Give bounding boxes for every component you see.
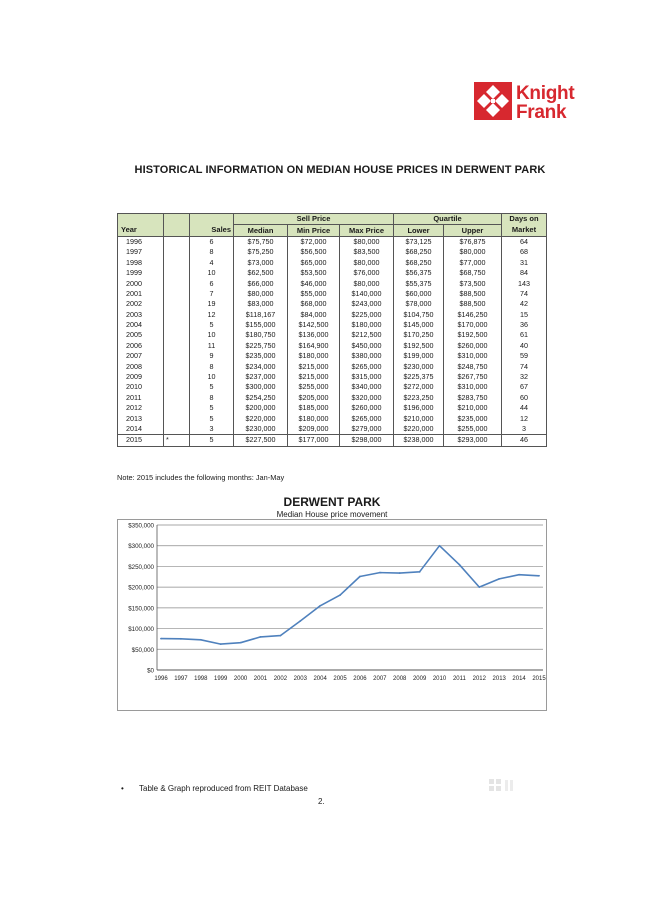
cell-year: 2000 xyxy=(118,278,164,288)
logo-text-frank: Frank xyxy=(516,102,567,123)
data-point xyxy=(220,643,222,645)
cell-min-price: $209,000 xyxy=(288,424,340,435)
cell-median: $237,000 xyxy=(234,372,288,382)
cell-year: 2015 xyxy=(118,435,164,446)
cell-lower: $68,250 xyxy=(394,247,444,257)
cell-sales: 10 xyxy=(190,268,234,278)
table-row xyxy=(118,330,547,340)
cell-max-price: $80,000 xyxy=(340,236,394,247)
cell-lower: $230,000 xyxy=(394,361,444,371)
cell-lower: $68,250 xyxy=(394,258,444,268)
cell-min-price: $164,900 xyxy=(288,341,340,351)
cell-min-price: $205,000 xyxy=(288,393,340,403)
group-header-days-on: Days on xyxy=(502,214,547,225)
cell-max-price: $212,500 xyxy=(340,330,394,340)
cell-mark xyxy=(164,382,190,392)
cell-year: 2008 xyxy=(118,361,164,371)
cell-upper: $255,000 xyxy=(444,424,502,435)
cell-year: 2014 xyxy=(118,424,164,435)
x-tick-label: 2001 xyxy=(253,676,268,682)
table-row xyxy=(118,424,547,435)
x-tick-label: 2013 xyxy=(492,676,506,682)
data-point xyxy=(518,574,520,576)
cell-upper: $260,000 xyxy=(444,341,502,351)
cell-sales: 9 xyxy=(190,351,234,361)
cell-max-price: $180,000 xyxy=(340,320,394,330)
cell-lower: $225,375 xyxy=(394,372,444,382)
column-header-sales: Sales xyxy=(190,225,234,236)
table-row xyxy=(118,258,547,268)
cell-upper: $310,000 xyxy=(444,382,502,392)
cell-year: 1999 xyxy=(118,268,164,278)
data-point xyxy=(339,594,341,596)
data-point xyxy=(459,564,461,566)
cell-median: $254,250 xyxy=(234,393,288,403)
cell-median: $66,000 xyxy=(234,278,288,288)
cell-mark xyxy=(164,393,190,403)
cell-days-on-market: 67 xyxy=(502,382,547,392)
cell-mark xyxy=(164,372,190,382)
cell-upper: $235,000 xyxy=(444,413,502,423)
cell-min-price: $180,000 xyxy=(288,351,340,361)
cell-min-price: $180,000 xyxy=(288,413,340,423)
cell-min-price: $136,000 xyxy=(288,330,340,340)
cell-days-on-market: 44 xyxy=(502,403,547,413)
cell-max-price: $380,000 xyxy=(340,351,394,361)
x-tick-label: 2015 xyxy=(532,676,546,682)
cell-year: 1996 xyxy=(118,236,164,247)
cell-lower: $223,250 xyxy=(394,393,444,403)
x-tick-label: 2014 xyxy=(512,676,526,682)
x-tick-label: 2011 xyxy=(452,676,466,682)
data-point xyxy=(498,578,500,580)
logo-text-knight: Knight xyxy=(516,83,575,104)
cell-year: 2003 xyxy=(118,310,164,320)
y-tick-label: $250,000 xyxy=(128,563,154,571)
cell-median: $80,000 xyxy=(234,289,288,299)
cell-lower: $73,125 xyxy=(394,236,444,247)
cell-upper: $77,000 xyxy=(444,258,502,268)
cell-days-on-market: 42 xyxy=(502,299,547,309)
y-tick-label: $100,000 xyxy=(128,626,154,634)
cell-year: 2009 xyxy=(118,372,164,382)
cell-sales: 8 xyxy=(190,393,234,403)
cell-min-price: $65,000 xyxy=(288,258,340,268)
cell-median: $83,000 xyxy=(234,299,288,309)
cell-days-on-market: 31 xyxy=(502,258,547,268)
cell-median: $155,000 xyxy=(234,320,288,330)
cell-max-price: $243,000 xyxy=(340,299,394,309)
column-header-median: Median xyxy=(234,225,288,236)
cell-upper: $310,000 xyxy=(444,351,502,361)
cell-max-price: $265,000 xyxy=(340,361,394,371)
cell-mark xyxy=(164,403,190,413)
x-tick-label: 2007 xyxy=(373,676,387,682)
table-row xyxy=(118,341,547,351)
table-note: Note: 2015 includes the following months: Jan-May xyxy=(117,473,285,482)
cell-max-price: $80,000 xyxy=(340,278,394,288)
cell-median: $227,500 xyxy=(234,435,288,446)
table-body xyxy=(118,236,547,446)
cell-sales: 5 xyxy=(190,382,234,392)
cell-min-price: $53,500 xyxy=(288,268,340,278)
cell-mark xyxy=(164,341,190,351)
x-tick-label: 2012 xyxy=(472,676,486,682)
x-tick-label: 2006 xyxy=(353,676,367,682)
cell-lower: $220,000 xyxy=(394,424,444,435)
source-footnote xyxy=(121,784,308,793)
cell-year: 2005 xyxy=(118,330,164,340)
cell-days-on-market: 32 xyxy=(502,372,547,382)
cell-max-price: $83,500 xyxy=(340,247,394,257)
cell-lower: $192,500 xyxy=(394,341,444,351)
cell-max-price: $320,000 xyxy=(340,393,394,403)
cell-mark xyxy=(164,289,190,299)
cell-max-price: $225,000 xyxy=(340,310,394,320)
cell-lower: $238,000 xyxy=(394,435,444,446)
cell-max-price: $76,000 xyxy=(340,268,394,278)
cell-median: $75,250 xyxy=(234,247,288,257)
cell-sales: 19 xyxy=(190,299,234,309)
cell-mark xyxy=(164,361,190,371)
column-header-max-price: Max Price xyxy=(340,225,394,236)
cell-min-price: $46,000 xyxy=(288,278,340,288)
data-point xyxy=(439,545,441,547)
data-point xyxy=(279,635,281,637)
series-line xyxy=(161,546,539,644)
cell-days-on-market: 61 xyxy=(502,330,547,340)
cell-median: $118,167 xyxy=(234,310,288,320)
cell-lower: $145,000 xyxy=(394,320,444,330)
cell-sales: 10 xyxy=(190,372,234,382)
cell-mark xyxy=(164,236,190,247)
table-row xyxy=(118,247,547,257)
cell-days-on-market: 12 xyxy=(502,413,547,423)
x-tick-label: 2000 xyxy=(233,676,248,682)
column-header-lower: Lower xyxy=(394,225,444,236)
x-tick-label: 2009 xyxy=(412,676,427,682)
cell-days-on-market: 46 xyxy=(502,435,547,446)
table-row xyxy=(118,393,547,403)
y-tick-label: $300,000 xyxy=(128,543,154,551)
table-row xyxy=(118,299,547,309)
group-header-quartile: Quartile xyxy=(394,214,502,225)
column-header-min-price: Min Price xyxy=(288,225,340,236)
data-point xyxy=(260,636,262,638)
cell-upper: $80,000 xyxy=(444,247,502,257)
cell-min-price: $185,000 xyxy=(288,403,340,413)
table-row xyxy=(118,268,547,278)
cell-mark xyxy=(164,351,190,361)
x-tick-label: 2005 xyxy=(333,676,347,682)
cell-mark xyxy=(164,413,190,423)
cell-year: 1998 xyxy=(118,258,164,268)
cell-sales: 8 xyxy=(190,361,234,371)
column-header-blank xyxy=(164,225,190,236)
column-header-year: Year xyxy=(118,225,164,236)
table-row xyxy=(118,236,547,247)
data-point xyxy=(419,571,421,573)
page-heading: HISTORICAL INFORMATION ON MEDIAN HOUSE PRICES IN DERWENT PARK xyxy=(134,164,546,176)
cell-year: 2007 xyxy=(118,351,164,361)
table-row xyxy=(118,361,547,371)
table-row xyxy=(118,413,547,423)
data-point xyxy=(538,575,540,577)
cell-mark xyxy=(164,320,190,330)
header-blank xyxy=(164,214,190,225)
cell-days-on-market: 64 xyxy=(502,236,547,247)
cell-year: 2004 xyxy=(118,320,164,330)
table-row xyxy=(118,310,547,320)
column-header-market: Market xyxy=(502,225,547,236)
cell-max-price: $260,000 xyxy=(340,403,394,413)
cell-lower: $55,375 xyxy=(394,278,444,288)
cell-median: $235,000 xyxy=(234,351,288,361)
knight-frank-logo xyxy=(474,82,586,124)
cell-sales: 5 xyxy=(190,403,234,413)
cell-year: 2006 xyxy=(118,341,164,351)
cell-min-price: $84,000 xyxy=(288,310,340,320)
cell-sales: 5 xyxy=(190,413,234,423)
y-tick-label: $0 xyxy=(147,667,154,675)
cell-min-price: $215,000 xyxy=(288,361,340,371)
cell-median: $300,000 xyxy=(234,382,288,392)
x-tick-label: 1997 xyxy=(174,676,188,682)
knight-frank-emblem-icon xyxy=(474,82,512,120)
cell-min-price: $215,000 xyxy=(288,372,340,382)
cell-year: 2012 xyxy=(118,403,164,413)
y-tick-label: $200,000 xyxy=(128,584,154,592)
cell-median: $180,750 xyxy=(234,330,288,340)
data-point xyxy=(379,572,381,574)
cell-year: 2002 xyxy=(118,299,164,309)
cell-min-price: $177,000 xyxy=(288,435,340,446)
y-tick-label: $350,000 xyxy=(128,522,154,530)
x-tick-label: 1999 xyxy=(214,676,228,682)
cell-upper: $88,500 xyxy=(444,299,502,309)
group-header-sell-price: Sell Price xyxy=(234,214,394,225)
y-tick-label: $50,000 xyxy=(131,646,154,654)
cell-sales: 4 xyxy=(190,258,234,268)
y-tick-label: $150,000 xyxy=(128,605,154,613)
x-tick-label: 2008 xyxy=(393,676,407,682)
footnote-bullet: • xyxy=(121,784,124,793)
x-tick-label: 1998 xyxy=(194,676,208,682)
table-row xyxy=(118,289,547,299)
cell-upper: $267,750 xyxy=(444,372,502,382)
cell-days-on-market: 3 xyxy=(502,424,547,435)
column-header-upper: Upper xyxy=(444,225,502,236)
data-point xyxy=(200,639,202,641)
data-point xyxy=(399,572,401,574)
cell-max-price: $450,000 xyxy=(340,341,394,351)
cell-upper: $210,000 xyxy=(444,403,502,413)
x-tick-label: 1996 xyxy=(154,676,168,682)
cell-days-on-market: 84 xyxy=(502,268,547,278)
cell-upper: $283,750 xyxy=(444,393,502,403)
cell-days-on-market: 15 xyxy=(502,310,547,320)
cell-upper: $73,500 xyxy=(444,278,502,288)
cell-upper: $76,875 xyxy=(444,236,502,247)
table-row xyxy=(118,382,547,392)
cell-max-price: $140,000 xyxy=(340,289,394,299)
data-point xyxy=(478,586,480,588)
cell-year: 2013 xyxy=(118,413,164,423)
x-tick-label: 2002 xyxy=(273,676,288,682)
cell-upper: $293,000 xyxy=(444,435,502,446)
cell-days-on-market: 40 xyxy=(502,341,547,351)
cell-upper: $68,750 xyxy=(444,268,502,278)
cell-min-price: $55,000 xyxy=(288,289,340,299)
cell-year: 1997 xyxy=(118,247,164,257)
cell-lower: $60,000 xyxy=(394,289,444,299)
cell-mark xyxy=(164,258,190,268)
cell-max-price: $315,000 xyxy=(340,372,394,382)
cell-min-price: $72,000 xyxy=(288,236,340,247)
cell-lower: $199,000 xyxy=(394,351,444,361)
table-row xyxy=(118,351,547,361)
chart-subtitle: Median House price movement xyxy=(276,510,388,519)
cell-sales: 12 xyxy=(190,310,234,320)
header-blank xyxy=(190,214,234,225)
data-point xyxy=(359,576,361,578)
cell-upper: $88,500 xyxy=(444,289,502,299)
cell-mark xyxy=(164,278,190,288)
cell-days-on-market: 74 xyxy=(502,289,547,299)
chart-title: DERWENT PARK xyxy=(283,495,381,509)
cell-mark xyxy=(164,310,190,320)
cell-lower: $170,250 xyxy=(394,330,444,340)
cell-sales: 8 xyxy=(190,247,234,257)
cell-max-price: $298,000 xyxy=(340,435,394,446)
cell-days-on-market: 60 xyxy=(502,393,547,403)
cell-median: $75,750 xyxy=(234,236,288,247)
cell-min-price: $142,500 xyxy=(288,320,340,330)
cell-year: 2001 xyxy=(118,289,164,299)
cell-lower: $104,750 xyxy=(394,310,444,320)
cell-upper: $146,250 xyxy=(444,310,502,320)
footnote-text: Table & Graph reproduced from REIT Database xyxy=(139,784,308,793)
x-tick-label: 2004 xyxy=(313,676,327,682)
cell-days-on-market: 36 xyxy=(502,320,547,330)
cell-year: 2010 xyxy=(118,382,164,392)
cell-max-price: $279,000 xyxy=(340,424,394,435)
cell-days-on-market: 143 xyxy=(502,278,547,288)
data-point xyxy=(160,638,162,640)
cell-median: $230,000 xyxy=(234,424,288,435)
cell-days-on-market: 74 xyxy=(502,361,547,371)
data-point xyxy=(299,620,301,622)
cell-min-price: $56,500 xyxy=(288,247,340,257)
cell-mark xyxy=(164,424,190,435)
cell-median: $220,000 xyxy=(234,413,288,423)
cell-median: $234,000 xyxy=(234,361,288,371)
data-point xyxy=(180,638,182,640)
cell-median: $73,000 xyxy=(234,258,288,268)
cell-sales: 11 xyxy=(190,341,234,351)
x-tick-label: 2003 xyxy=(293,676,307,682)
table-row xyxy=(118,372,547,382)
table-row xyxy=(118,278,547,288)
faded-watermark-icon xyxy=(489,778,529,794)
cell-mark: * xyxy=(164,435,190,446)
cell-median: $225,750 xyxy=(234,341,288,351)
cell-lower: $272,000 xyxy=(394,382,444,392)
cell-sales: 5 xyxy=(190,435,234,446)
cell-mark xyxy=(164,247,190,257)
cell-max-price: $265,000 xyxy=(340,413,394,423)
cell-lower: $78,000 xyxy=(394,299,444,309)
cell-year: 2011 xyxy=(118,393,164,403)
historical-price-table xyxy=(117,213,547,447)
x-tick-label: 2010 xyxy=(432,676,447,682)
cell-min-price: $68,000 xyxy=(288,299,340,309)
cell-median: $200,000 xyxy=(234,403,288,413)
cell-upper: $192,500 xyxy=(444,330,502,340)
data-point xyxy=(319,605,321,607)
cell-sales: 7 xyxy=(190,289,234,299)
cell-max-price: $80,000 xyxy=(340,258,394,268)
cell-sales: 5 xyxy=(190,320,234,330)
cell-sales: 6 xyxy=(190,236,234,247)
cell-mark xyxy=(164,330,190,340)
cell-days-on-market: 68 xyxy=(502,247,547,257)
cell-sales: 3 xyxy=(190,424,234,435)
table-row xyxy=(118,403,547,413)
cell-min-price: $255,000 xyxy=(288,382,340,392)
cell-days-on-market: 59 xyxy=(502,351,547,361)
cell-upper: $248,750 xyxy=(444,361,502,371)
cell-max-price: $340,000 xyxy=(340,382,394,392)
cell-lower: $56,375 xyxy=(394,268,444,278)
cell-mark xyxy=(164,299,190,309)
table-row xyxy=(118,320,547,330)
cell-lower: $196,000 xyxy=(394,403,444,413)
data-point xyxy=(240,642,242,644)
cell-upper: $170,000 xyxy=(444,320,502,330)
median-price-line-chart xyxy=(117,519,547,711)
page-number: 2. xyxy=(318,797,325,806)
header-blank xyxy=(118,214,164,225)
cell-sales: 6 xyxy=(190,278,234,288)
cell-median: $62,500 xyxy=(234,268,288,278)
table-row xyxy=(118,435,547,446)
cell-mark xyxy=(164,268,190,278)
cell-sales: 10 xyxy=(190,330,234,340)
cell-lower: $210,000 xyxy=(394,413,444,423)
